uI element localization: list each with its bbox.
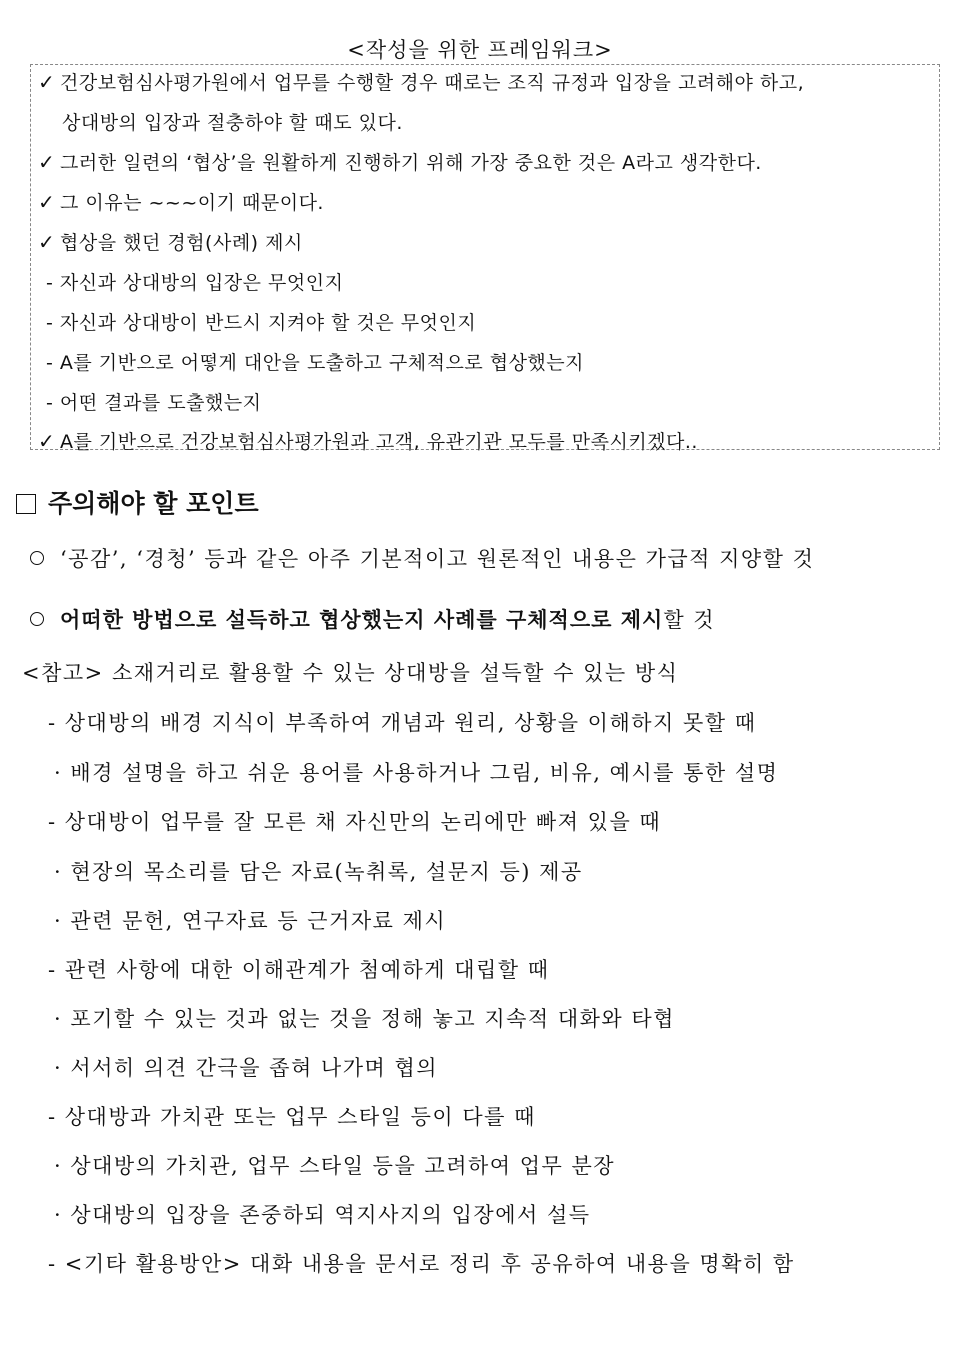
framework-line	[38, 68, 804, 95]
framework-line-text: A를 기반으로 건강보험심사평가원과 고객, 유관기관 모두를 만족시키겠다..	[60, 431, 698, 453]
framework-title: <작성을 위한 프레임워크>	[347, 38, 613, 62]
framework-line: - A를 기반으로 어떻게 대안을 도출하고 구체적으로 협상했는지	[46, 352, 584, 374]
point-bold-text: 어떠한 방법으로 설득하고 협상했는지 사례를 구체적으로 제시	[60, 608, 664, 632]
point-item	[30, 543, 814, 573]
check-icon: ✓	[38, 190, 56, 214]
reference-item: - 관련 사항에 대한 이해관계가 첨예하게 대립할 때	[48, 958, 550, 982]
framework-line	[38, 188, 324, 215]
framework-line: - 자신과 상대방이 반드시 지켜야 할 것은 무엇인지	[46, 312, 477, 334]
circle-bullet-icon	[30, 551, 44, 565]
checkbox-square-icon	[16, 494, 36, 514]
section-title	[16, 484, 259, 520]
check-icon: ✓	[38, 70, 56, 94]
framework-line	[38, 427, 698, 454]
framework-line: - 자신과 상대방의 입장은 무엇인지	[46, 272, 344, 294]
reference-item: - 상대방의 배경 지식이 부족하여 개념과 원리, 상황을 이해하지 못할 때	[48, 711, 757, 735]
framework-line-text: 그 이유는 ~~~이기 때문이다.	[60, 192, 324, 214]
check-icon: ✓	[38, 150, 56, 174]
reference-item: - <기타 활용방안> 대화 내용을 문서로 정리 후 공유하여 내용을 명확히 함	[48, 1252, 795, 1276]
reference-item: · 상대방의 입장을 존중하되 역지사지의 입장에서 설득	[54, 1203, 591, 1227]
check-icon: ✓	[38, 429, 56, 453]
section-title-text: 주의해야 할 포인트	[48, 489, 259, 518]
reference-item: · 배경 설명을 하고 쉬운 용어를 사용하거나 그림, 비유, 예시를 통한 설명	[54, 761, 779, 785]
framework-line	[38, 148, 762, 175]
reference-item: - 상대방이 업무를 잘 모른 채 자신만의 논리에만 빠져 있을 때	[48, 810, 662, 834]
reference-title: <참고> 소재거리로 활용할 수 있는 상대방을 설득할 수 있는 방식	[22, 661, 679, 685]
reference-item: - 상대방과 가치관 또는 업무 스타일 등이 다를 때	[48, 1105, 536, 1129]
point-item	[30, 604, 715, 634]
reference-item: · 포기할 수 있는 것과 없는 것을 정해 놓고 지속적 대화와 타협	[54, 1007, 675, 1031]
framework-line	[38, 228, 303, 255]
reference-item: · 서서히 의견 간극을 좁혀 나가며 협의	[54, 1056, 439, 1080]
point-text: 할 것	[663, 608, 716, 632]
reference-item: · 관련 문헌, 연구자료 등 근거자료 제시	[54, 909, 447, 933]
check-icon: ✓	[38, 230, 56, 254]
reference-item: · 현장의 목소리를 담은 자료(녹취록, 설문지 등) 제공	[54, 860, 583, 884]
framework-line-text: 협상을 했던 경험(사례) 제시	[60, 232, 303, 254]
framework-line: 상대방의 입장과 절충하야 할 때도 있다.	[62, 112, 403, 134]
framework-line-text: 건강보험심사평가원에서 업무를 수행할 경우 때로는 조직 규정과 입장을 고려해야 하고,	[60, 72, 805, 94]
framework-line-text: 그러한 일련의 ‘협상’을 원활하게 진행하기 위해 가장 중요한 것은 A라고 생각한다.	[60, 152, 762, 174]
framework-line: - 어떤 결과를 도출했는지	[46, 392, 262, 414]
reference-item: · 상대방의 가치관, 업무 스타일 등을 고려하여 업무 분장	[54, 1154, 616, 1178]
point-text: ‘공감’, ‘경청’ 등과 같은 아주 기본적이고 원론적인 내용은 가급적 지양할 것	[60, 547, 815, 571]
circle-bullet-icon	[30, 612, 44, 626]
